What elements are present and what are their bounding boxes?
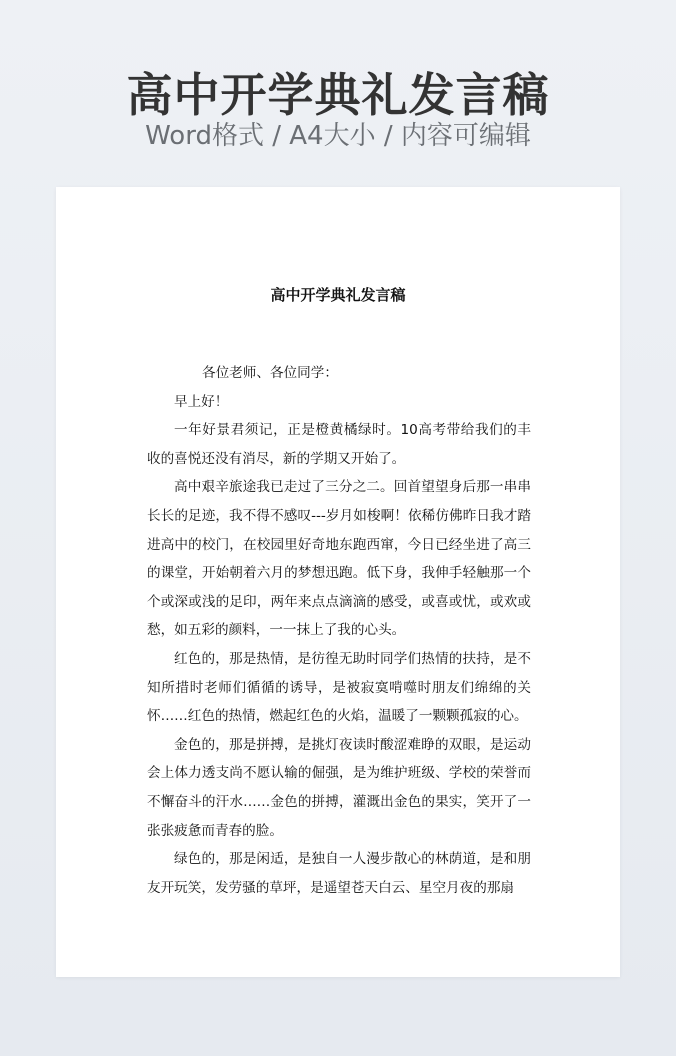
salutation: 各位老师、各位同学： <box>202 365 338 381</box>
paragraph: 绿色的，那是闲适，是独自一人漫步散心的林荫道，是和朋友开玩笑，发劳骚的草坪，是遥望苍天白云、星空月夜的那扇 <box>147 851 531 896</box>
promo-header <box>0 0 676 180</box>
promo-subtitle: Word格式 / A4大小 / 内容可编辑 <box>145 121 531 151</box>
document-title: 高中开学典礼发言稿 <box>270 286 406 304</box>
paragraph: 红色的，那是热情，是彷徨无助时同学们热情的扶持，是不知所措时老师们循循的诱导，是被寂寞啃噬时朋友们绵绵的关怀……红色的热情，燃起红色的火焰，温暖了一颗颗孤寂的心。 <box>147 650 531 725</box>
promo-title: 高中开学典礼发言稿 <box>126 68 550 122</box>
document-body <box>147 359 531 902</box>
paragraph: 一年好景君须记，正是橙黄橘绿时。10高考带给我们的丰收的喜悦还没有消尽，新的学期又开始了。 <box>147 422 531 467</box>
paragraph: 金色的，那是拼搏，是挑灯夜读时酸涩难睁的双眼，是运动会上体力透支尚不愿认输的倔强，是为维护班级、学校的荣誉而不懈奋斗的汗水……金色的拼搏，灌溉出金色的果实，笑开了一张张疲惫而青春的脸。 <box>147 736 531 839</box>
paragraph: 早上好！ <box>174 393 229 410</box>
document-page <box>56 187 620 977</box>
paragraph: 高中艰辛旅途我已走过了三分之二。回首望望身后那一串串长长的足迹，我不得不感叹---岁月如梭啊！依稀仿佛昨日我才踏进高中的校门，在校园里好奇地东跑西窜，今日已经坐进了高三的课堂，开始朝着六月的梦想迅跑。低下身，我伸手轻触那一个个或深或浅的足印，两年来点点滴滴的感受，或喜或忧，或欢或愁，如五彩的颜料，一一抹上了我的心头。 <box>147 479 531 639</box>
